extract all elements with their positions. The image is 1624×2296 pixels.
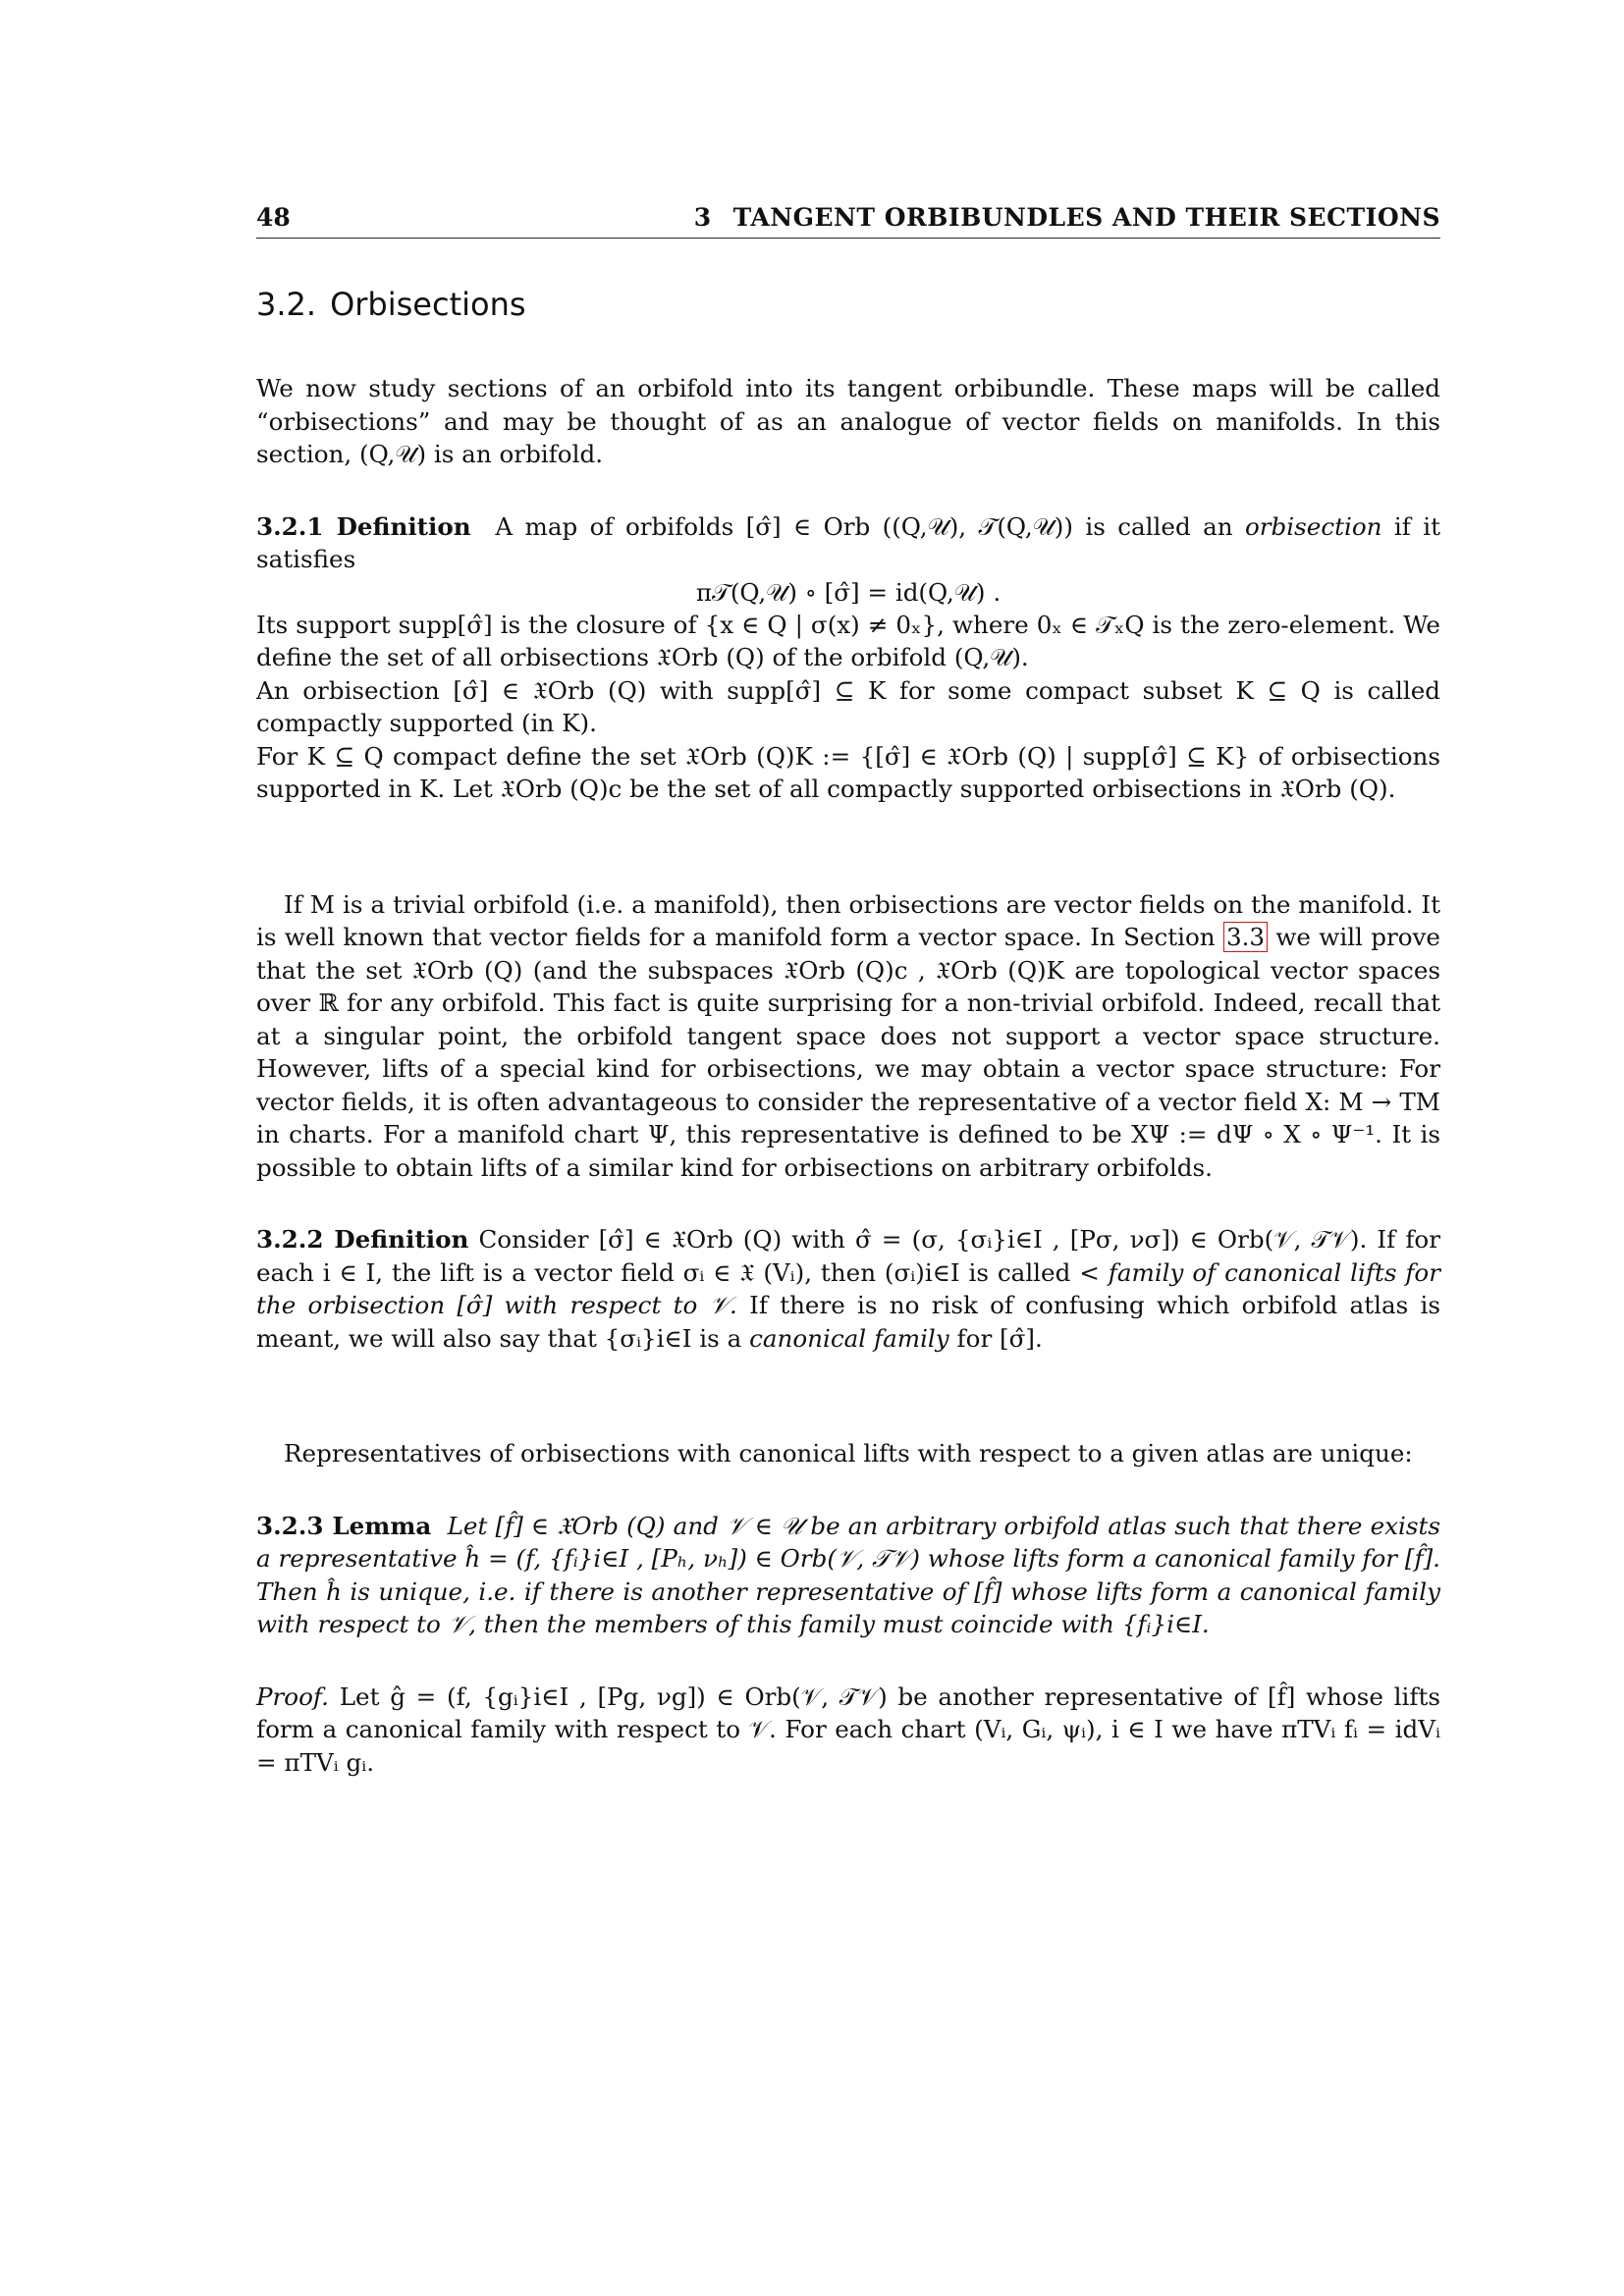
section-title — [256, 286, 1440, 323]
definition-text-2: If there is no risk of confusing which orbifold atlas is meant, we will also say that {σᵢ}i∈I is a — [256, 1291, 1440, 1353]
definition-text-3: for [σ̂]. — [956, 1323, 1043, 1353]
proof-label: Proof. — [256, 1682, 329, 1711]
intro-paragraph: We now study sections of an orbifold into its tangent orbibundle. These maps will be called “orbisections” and may be thought of as an analogue of vector fields on manifolds. In this section, (Q,𝒰) is an orbifold. — [256, 374, 1440, 468]
definition-term-2: canonical family — [749, 1323, 949, 1353]
page-number: 48 — [256, 203, 291, 232]
page — [256, 196, 1440, 1818]
definition-label: 3.2.1 Definition — [256, 511, 471, 541]
lemma-label: 3.2.3 Lemma — [256, 1511, 432, 1540]
proof-text: Let ĝ = (f, {gᵢ}i∈I , [Pg, νg]) ∈ Orb(𝒱, 𝒯𝒱) be another representative of [f̂] whose lifts form a canonical family with respect to 𝒱. For each chart (Vᵢ, Gᵢ, ψᵢ), i ∈ I we have πTVᵢ fᵢ = idVᵢ = πTVᵢ gᵢ. — [256, 1682, 1440, 1777]
lemma-text: Let [f̂] ∈ 𝔛Orb (Q) and 𝒱 ∈ 𝒰 be an arbitrary orbifold atlas such that there exists a representative ĥ = (f, {fᵢ}i∈I , [Pₕ, νₕ]) ∈ Orb(𝒱, 𝒯𝒱) whose lifts form a canonical family for [f̂]. Then ĥ is unique, i.e. if there is another representative of [f̂] whose lifts form a canonical family with respect to 𝒱, then the members of this family must coincide with {fᵢ}i∈I. — [256, 1511, 1440, 1638]
definition-text-2: if it satisfies — [256, 511, 1441, 573]
definition-3-2-1 — [256, 510, 1440, 806]
lemma-3-2-3 — [256, 1510, 1440, 1641]
section-number: 3.2. — [256, 286, 317, 323]
definition-term: orbisection — [1244, 511, 1382, 541]
paragraph-text: If M is a trivial orbifold (i.e. a manifold), then orbisections are vector fields on the manifold. It is well known that vector fields for a manifold form a vector space. In Section — [256, 889, 1440, 951]
definition-label: 3.2.2 Definition — [256, 1225, 469, 1254]
compact-support-sentence: An orbisection [σ̂] ∈ 𝔛Orb (Q) with supp[σ̂] ⊆ K for some compact subset K ⊆ Q is called compactly supported (in K). — [256, 675, 1440, 737]
definition-statement — [256, 510, 1440, 576]
section-name: Orbisections — [330, 286, 526, 323]
definition-text: Consider [σ̂] ∈ 𝔛Orb (Q) with σ̂ = (σ, {σᵢ}i∈I , [Pσ, νσ]) ∈ Orb(𝒱, 𝒯𝒱). If for each i ∈ I, the lift is a vector field σᵢ ∈ 𝔛 (Vᵢ), then (σᵢ)i∈I is called < — [256, 1225, 1440, 1287]
vector-field-paragraph — [256, 888, 1440, 1185]
running-header — [256, 196, 1440, 239]
display-equation: π𝒯(Q,𝒰) ∘ [σ̂] = id(Q,𝒰) . — [695, 577, 1001, 607]
chapter-number: 3 — [693, 203, 712, 232]
uniqueness-remark: Representatives of orbisections with canonical lifts with respect to a given atlas are unique: — [284, 1439, 1413, 1468]
definition-text: A map of orbifolds [σ̂] ∈ Orb ((Q,𝒰), 𝒯(Q,𝒰)) is called an — [495, 511, 1233, 541]
chapter-title: TANGENT ORBIBUNDLES AND THEIR SECTIONS — [732, 203, 1440, 232]
definition-3-2-2 — [256, 1223, 1440, 1355]
paragraph-text-2: we will prove that the set 𝔛Orb (Q) (and the subspaces 𝔛Orb (Q)c , 𝔛Orb (Q)K are topological vector spaces over ℝ for any orbifold. This fact is quite surprising for a non-trivial orbifold. Indeed, recall that at a singular point, the orbifold tangent space does not support a vector space structure. However, lifts of a special kind for orbisections, we may obtain a vector space structure: For vector fields, it is often advantageous to consider the representative of a vector field X: M → TM in charts. For a manifold chart Ψ, this representative is defined to be XΨ := dΨ ∘ X ∘ Ψ⁻¹. It is possible to obtain lifts of a similar kind for orbisections on arbitrary orbifolds. — [256, 923, 1440, 1182]
definition-term: family of canonical lifts for the orbisection [σ̂] with respect to 𝒱. — [256, 1257, 1440, 1319]
supported-set-sentence: For K ⊆ Q compact define the set 𝔛Orb (Q)K := {[σ̂] ∈ 𝔛Orb (Q) | supp[σ̂] ⊆ K} of orbisections supported in K. Let 𝔛Orb (Q)c be the set of all compactly supported orbisections in 𝔛Orb (Q). — [256, 741, 1440, 803]
section-link[interactable]: 3.3 — [1223, 922, 1268, 952]
support-sentence: Its support supp[σ̂] is the closure of {x ∈ Q | σ(x) ≠ 0ₓ}, where 0ₓ ∈ 𝒯ₓQ is the zero-element. We define the set of all orbisections 𝔛Orb (Q) of the orbifold (Q,𝒰). — [256, 610, 1440, 671]
chapter-heading — [694, 203, 1440, 232]
proof — [256, 1681, 1440, 1780]
